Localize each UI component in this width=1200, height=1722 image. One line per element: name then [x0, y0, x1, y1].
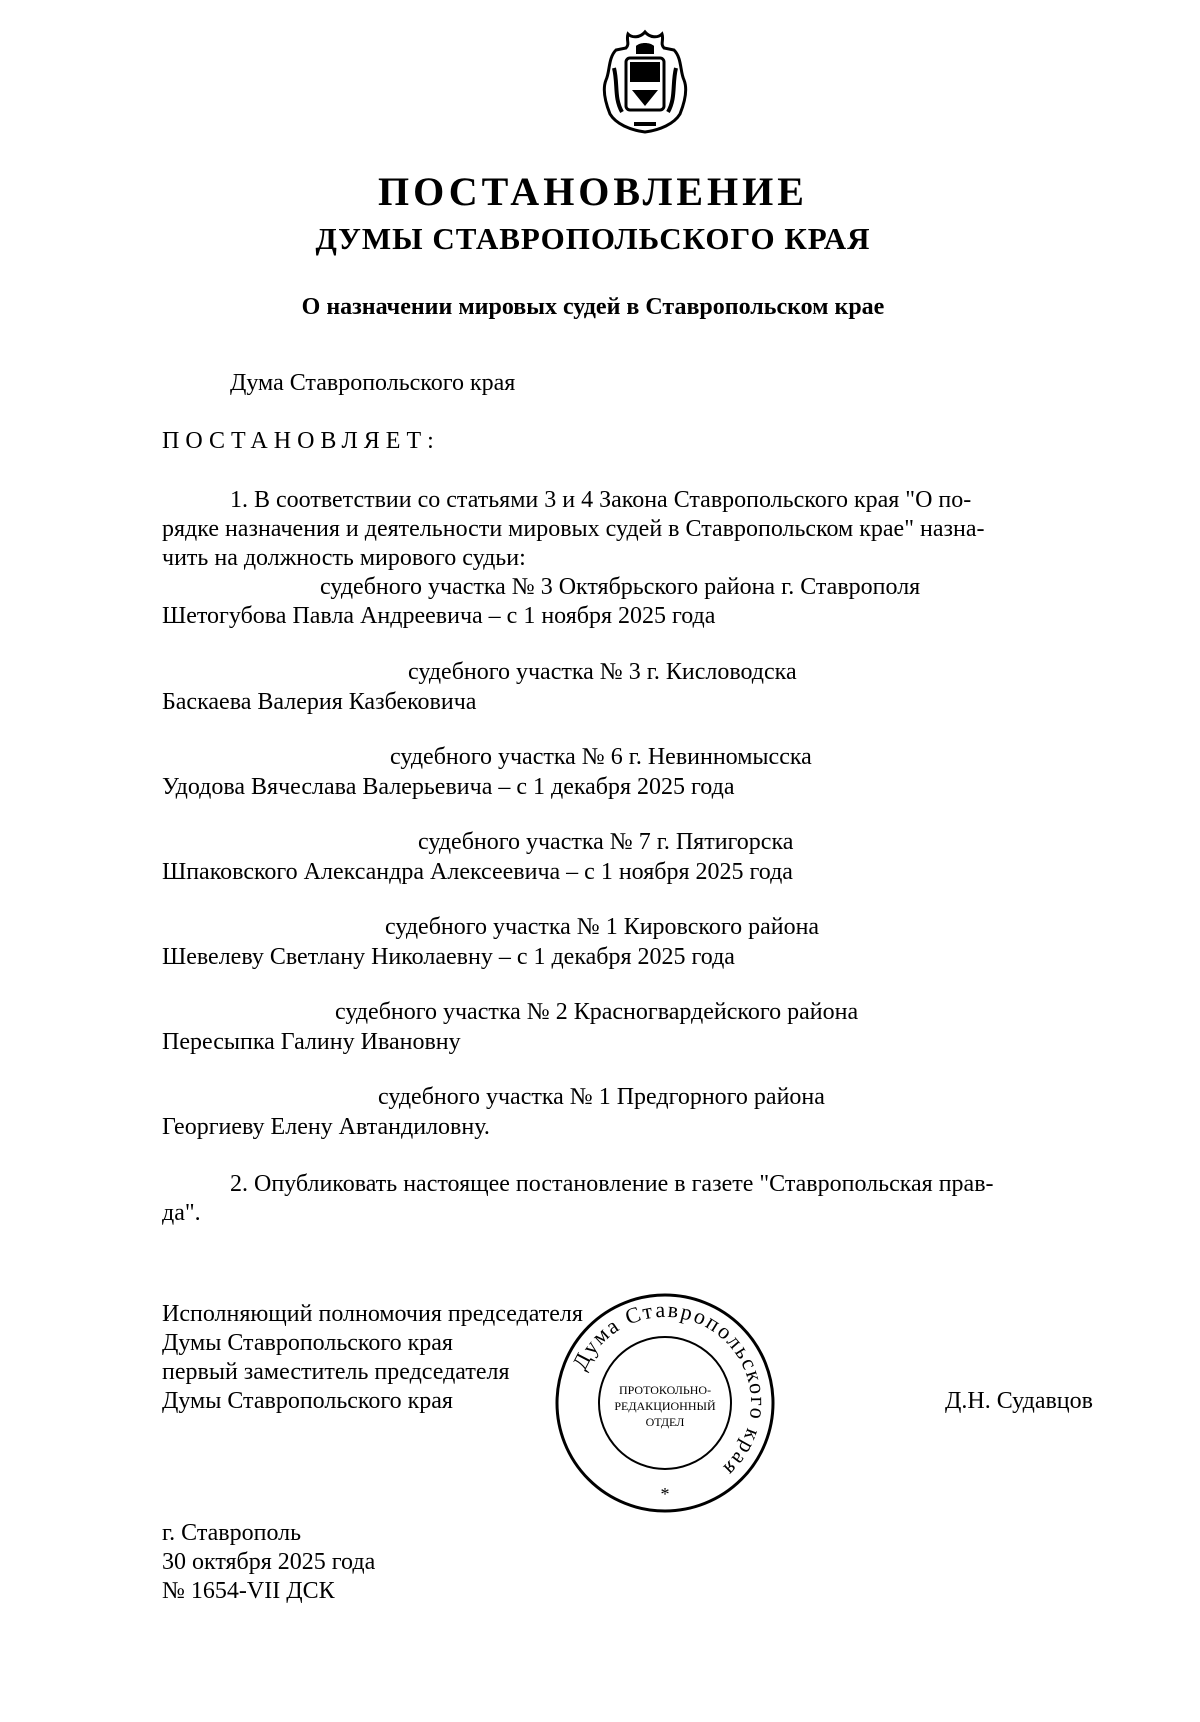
appointment-person: Пересыпка Галину Ивановну — [162, 1029, 461, 1055]
stamp-center-line: ПРОТОКОЛЬНО- — [618, 1383, 712, 1397]
appointment-district: судебного участка № 3 Октябрьского района г. Ставрополя — [320, 574, 921, 600]
signatory-name: Д.Н. Судавцов — [945, 1388, 1093, 1414]
signatory-position-line: Исполняющий полномочия председателя — [162, 1301, 583, 1327]
document-title: ПОСТАНОВЛЕНИЕ — [378, 169, 808, 214]
coat-of-arms-emblem — [596, 28, 694, 136]
footer-city: г. Ставрополь — [162, 1520, 302, 1546]
signatory-position-line: первый заместитель председателя — [162, 1359, 510, 1385]
item1-line: 1. В соответствии со статьями 3 и 4 Закона Ставропольского края "О по- — [230, 487, 972, 513]
appointment-person: Шетогубова Павла Андреевича – с 1 ноября 2025 года — [162, 603, 716, 629]
item2-line: 2. Опубликовать настоящее постановление в газете "Ставропольская прав- — [230, 1171, 994, 1197]
footer-number: № 1654-VII ДСК — [162, 1578, 335, 1604]
document-subject: О назначении мировых судей в Ставропольском крае — [301, 294, 885, 320]
intro-text: Дума Ставропольского края — [230, 370, 516, 396]
appointment-district: судебного участка № 7 г. Пятигорска — [418, 829, 794, 855]
appointment-person: Георгиеву Елену Автандиловну. — [162, 1114, 490, 1140]
signatory-position-line: Думы Ставропольского края — [162, 1330, 453, 1356]
resolves-heading: ПОСТАНОВЛЯЕТ: — [162, 428, 440, 454]
stamp-center-line: РЕДАКЦИОННЫЙ — [614, 1399, 716, 1413]
appointment-district: судебного участка № 1 Предгорного района — [378, 1084, 825, 1110]
signatory-position-line: Думы Ставропольского края — [162, 1388, 453, 1414]
item1-line: рядке назначения и деятельности мировых судей в Ставропольском крае" назна- — [162, 516, 985, 542]
item1-line: чить на должность мирового судьи: — [162, 545, 526, 571]
document-subtitle: ДУМЫ СТАВРОПОЛЬСКОГО КРАЯ — [315, 221, 871, 256]
appointment-district: судебного участка № 2 Красногвардейского района — [335, 999, 859, 1025]
appointment-district: судебного участка № 6 г. Невинномысска — [390, 744, 812, 770]
item2-line: да". — [162, 1200, 201, 1226]
official-stamp — [550, 1288, 780, 1518]
stamp-ring-text: Дума Ставропольского края — [566, 1296, 772, 1483]
appointment-person: Удодова Вячеслава Валерьевича – с 1 декабря 2025 года — [162, 774, 735, 800]
appointment-district: судебного участка № 3 г. Кисловодска — [408, 659, 797, 685]
appointment-person: Шевелеву Светлану Николаевну – с 1 декабря 2025 года — [162, 944, 735, 970]
appointment-person: Баскаева Валерия Казбековича — [162, 689, 477, 715]
appointment-person: Шпаковского Александра Алексеевича – с 1 ноября 2025 года — [162, 859, 793, 885]
footer-date: 30 октября 2025 года — [162, 1549, 376, 1575]
stamp-center-line: ОТДЕЛ — [645, 1415, 685, 1429]
stamp-star: * — [660, 1484, 670, 1504]
appointment-district: судебного участка № 1 Кировского района — [385, 914, 820, 940]
